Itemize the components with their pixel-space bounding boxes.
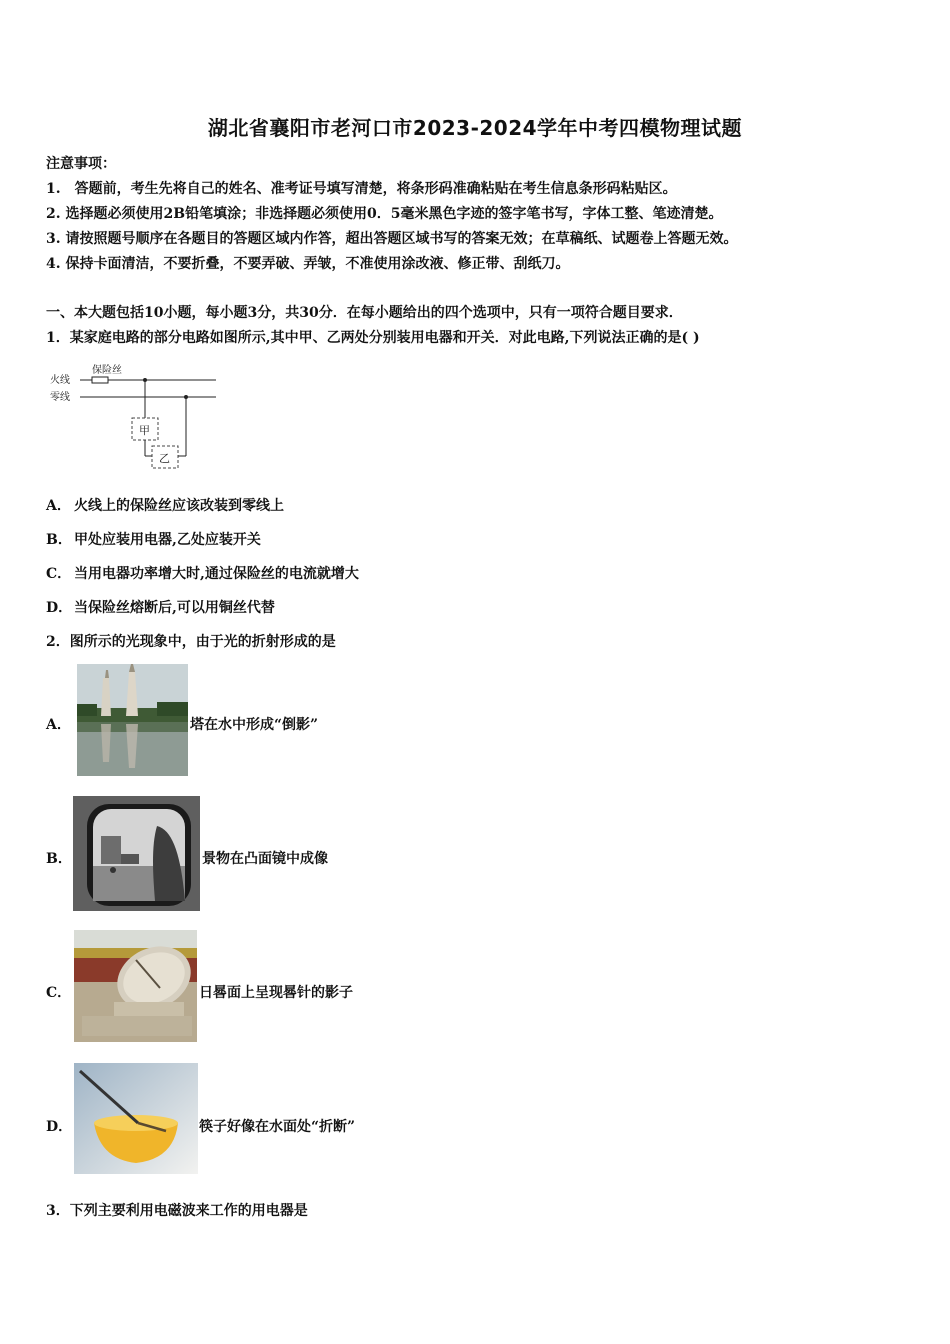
fuse-label: 保险丝 [92, 365, 122, 376]
q1-option-b-letter: B． [46, 532, 72, 548]
jia-label: 甲 [139, 424, 150, 437]
notice-item: 4. 保持卡面清洁，不要折叠，不要弄破、弄皱，不准使用涂改液、修正带、刮纸刀。 [46, 256, 570, 272]
q2-option-c-text: 日晷面上呈现晷针的影子 [199, 985, 353, 1001]
bent-chopstick-image [74, 1063, 198, 1174]
neutral-wire-label: 零线 [50, 392, 70, 403]
q1-option-d-text: 当保险丝熔断后,可以用铜丝代替 [74, 600, 275, 616]
section-header: 一、本大题包括10小题，每小题3分，共30分．在每小题给出的四个选项中，只有一项符合题目要求． [46, 305, 683, 321]
q2-option-d-text: 筷子好像在水面处“折断” [199, 1119, 356, 1135]
q2-option-b-letter: B． [46, 851, 72, 867]
notice-item: 1. 答题前，考生先将自己的姓名、准考证号填写清楚，将条形码准确粘贴在考生信息条形码粘贴区。 [46, 181, 677, 197]
q1-option-a-letter: A． [46, 498, 71, 514]
sundial-image [74, 930, 197, 1042]
q1-option-d-letter: D． [46, 600, 73, 616]
live-wire-label: 火线 [50, 375, 70, 386]
q2-option-c-letter: C． [46, 985, 72, 1001]
q1-option-b-text: 甲处应装用电器,乙处应装开关 [74, 532, 261, 548]
q2-option-d-letter: D． [46, 1119, 73, 1135]
question-1-stem: 1．某家庭电路的部分电路如图所示,其中甲、乙两处分别装用电器和开关．对此电路,下列说法正确的是( ) [46, 330, 700, 346]
notice-heading: 注意事项： [46, 156, 116, 172]
notice-item: 2. 选择题必须使用2B铅笔填涂；非选择题必须使用0．5毫米黑色字迹的签字笔书写，字体工整、笔迹清楚。 [46, 206, 723, 222]
q2-option-a-text: 塔在水中形成“倒影” [190, 717, 319, 733]
q1-option-c-text: 当用电器功率增大时,通过保险丝的电流就增大 [74, 566, 359, 582]
q1-option-c-letter: C． [46, 566, 72, 582]
fuse-symbol [92, 377, 108, 383]
yi-label: 乙 [159, 452, 170, 465]
q1-option-a-text: 火线上的保险丝应该改装到零线上 [74, 498, 284, 514]
pagoda-reflection-image [77, 664, 188, 776]
notice-item: 3. 请按照题号顺序在各题目的答题区域内作答，超出答题区域书写的答案无效；在草稿纸、试题卷上答题无效。 [46, 231, 738, 247]
question-3-stem: 3．下列主要利用电磁波来工作的用电器是 [46, 1203, 308, 1219]
q2-option-b-text: 景物在凸面镜中成像 [202, 851, 328, 867]
circuit-diagram [48, 360, 228, 472]
q2-option-a-letter: A． [46, 717, 71, 733]
question-2-stem: 2．图所示的光现象中，由于光的折射形成的是 [46, 634, 336, 650]
page-title: 湖北省襄阳市老河口市2023-2024学年中考四模物理试题 [207, 116, 743, 140]
convex-mirror-image [73, 796, 200, 911]
